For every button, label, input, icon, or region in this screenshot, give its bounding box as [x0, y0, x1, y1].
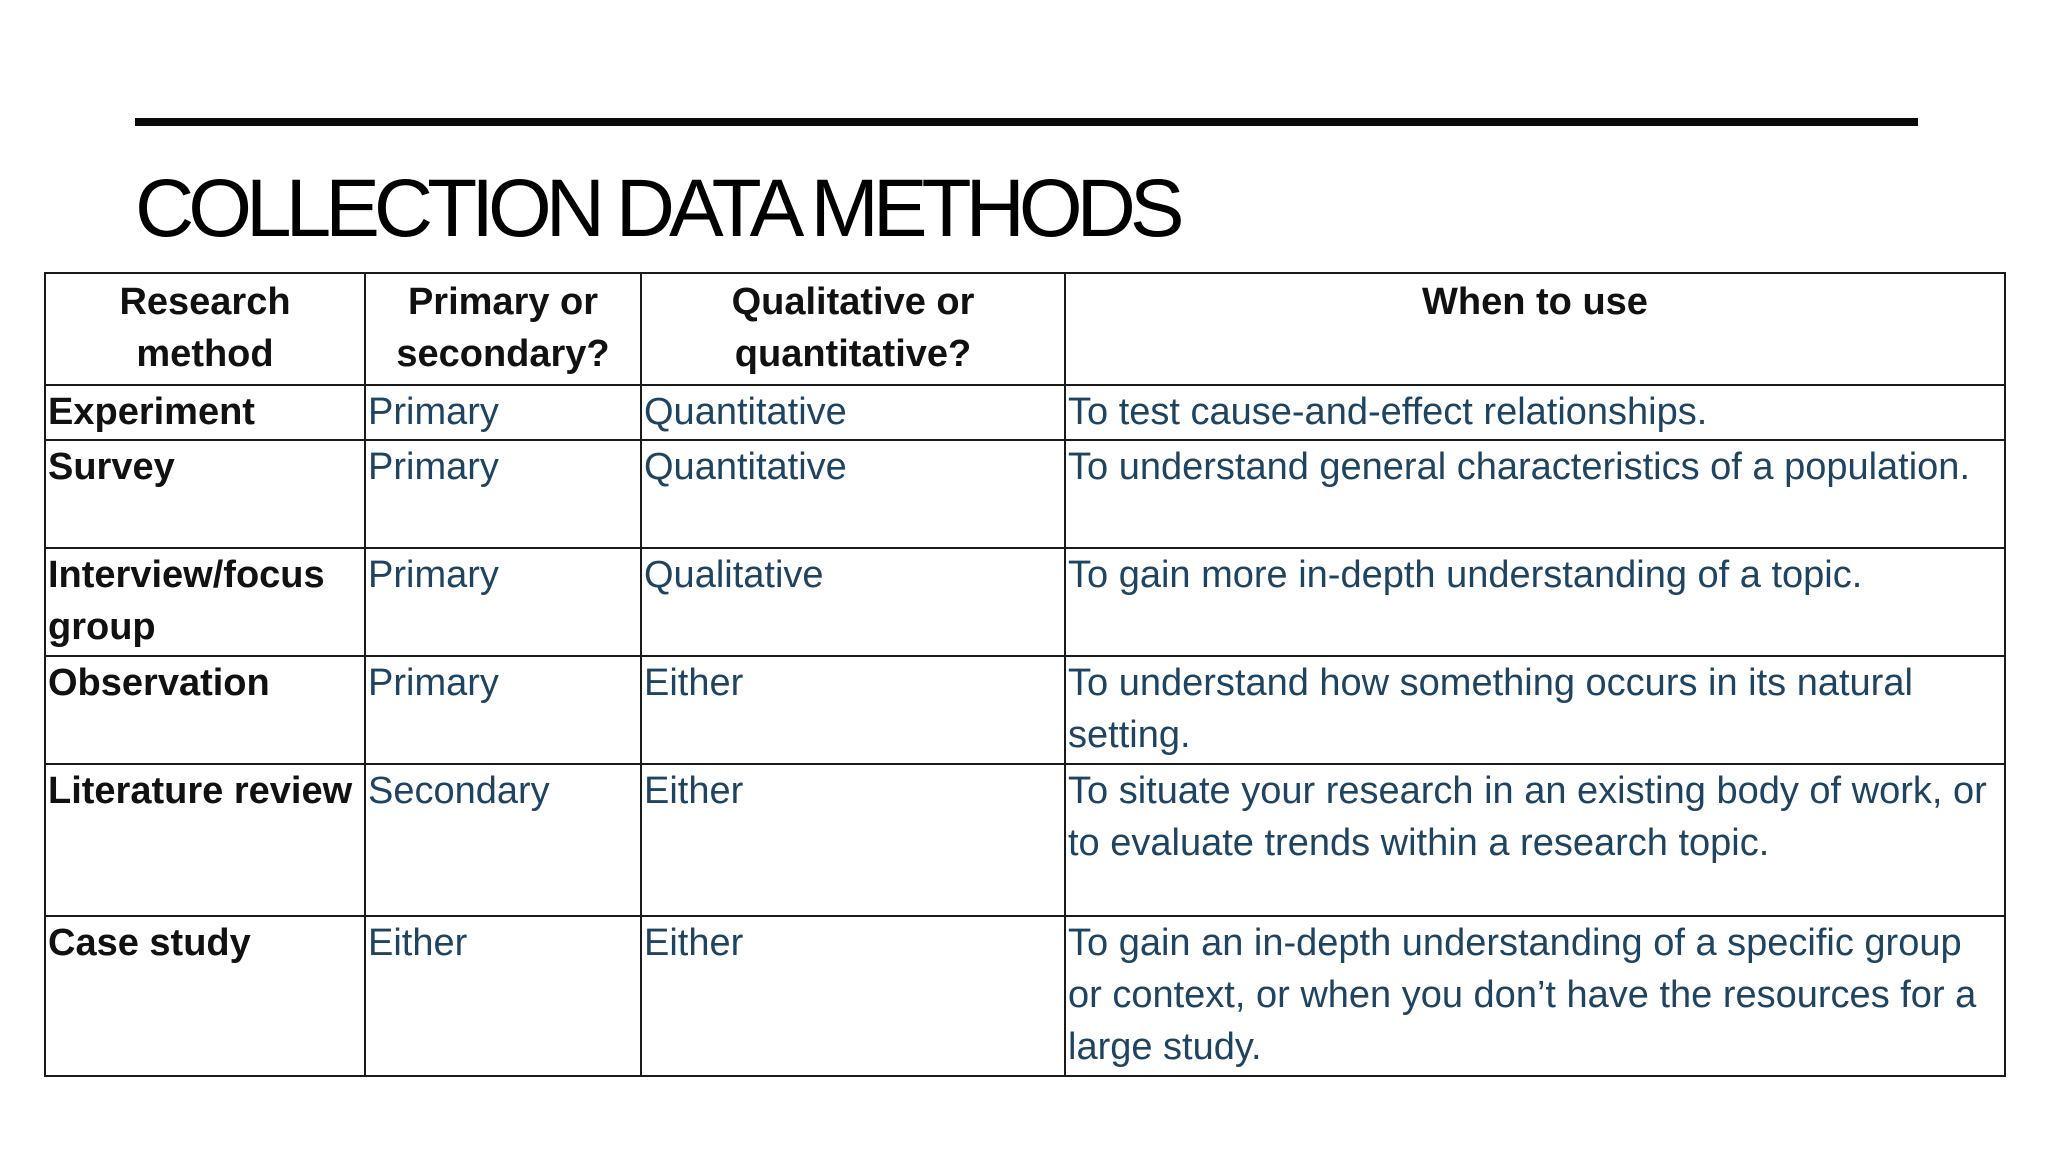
method-cell: Survey	[45, 440, 365, 548]
source-cell: Secondary	[365, 764, 641, 916]
source-cell: Primary	[365, 440, 641, 548]
type-cell: Either	[641, 656, 1065, 764]
when-cell: To situate your research in an existing body of work, or to evaluate trends within a research topic.	[1065, 764, 2005, 916]
method-cell: Interview/focus group	[45, 548, 365, 656]
when-cell: To gain an in-depth understanding of a specific group or context, or when you don’t have the resources for a large study.	[1065, 916, 2005, 1076]
header-research-method: Research method	[45, 273, 365, 385]
table-row	[45, 385, 2005, 440]
header-when-to-use: When to use	[1065, 273, 2005, 385]
type-cell: Qualitative	[641, 548, 1065, 656]
method-cell: Observation	[45, 656, 365, 764]
table-row	[45, 916, 2005, 1076]
method-cell: Experiment	[45, 385, 365, 440]
methods-table	[44, 272, 2006, 1077]
source-cell: Primary	[365, 656, 641, 764]
table-row	[45, 764, 2005, 916]
type-cell: Quantitative	[641, 440, 1065, 548]
source-cell: Primary	[365, 548, 641, 656]
table-header-row	[45, 273, 2005, 385]
type-cell: Either	[641, 916, 1065, 1076]
title-rule	[135, 118, 1918, 126]
header-primary-or-secondary: Primary or secondary?	[365, 273, 641, 385]
when-cell: To gain more in-depth understanding of a topic.	[1065, 548, 2005, 656]
table-row	[45, 440, 2005, 548]
source-cell: Either	[365, 916, 641, 1076]
method-cell: Case study	[45, 916, 365, 1076]
source-cell: Primary	[365, 385, 641, 440]
type-cell: Either	[641, 764, 1065, 916]
when-cell: To understand how something occurs in its natural setting.	[1065, 656, 2005, 764]
when-cell: To understand general characteristics of a population.	[1065, 440, 2005, 548]
slide-title: COLLECTION DATA METHODS	[135, 163, 1179, 254]
header-qualitative-or-quantitative: Qualitative or quantitative?	[641, 273, 1065, 385]
method-cell: Literature review	[45, 764, 365, 916]
type-cell: Quantitative	[641, 385, 1065, 440]
when-cell: To test cause-and-effect relationships.	[1065, 385, 2005, 440]
table-row	[45, 548, 2005, 656]
table-row	[45, 656, 2005, 764]
